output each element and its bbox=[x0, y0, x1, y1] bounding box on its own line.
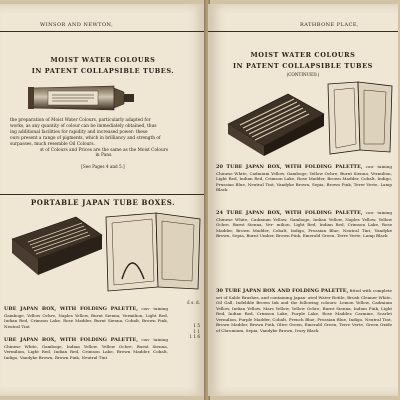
intro-line: ours present a range of pigments, which in brilliancy and strength of bbox=[10, 135, 161, 141]
collapsible-tube-illustration bbox=[28, 80, 138, 116]
right-title-line1: MOIST WATER COLOURS bbox=[250, 51, 356, 59]
intro-line: surpasses, much resemble Oil Colours. bbox=[10, 141, 95, 147]
right-item-1 bbox=[216, 164, 392, 193]
intro-line: in Pans. bbox=[95, 153, 113, 159]
right-title-line2: IN PATENT COLLAPSIBLE TUBES bbox=[233, 62, 373, 70]
left-section-rule bbox=[0, 194, 206, 195]
price-column bbox=[170, 323, 200, 340]
left-head-rule bbox=[0, 31, 206, 32]
price-value: 1 1 6 bbox=[189, 334, 200, 340]
item-text: fitted with complete set of Sable Brushes, and containing Japan- ated Water Bottle, Brush Cleaner White, Oil Gall, Indelible Brown Ink and the following colours: Lemon Yellow, Cadmium Yellow, Indian Yellow, Mars Yellow, Yellow Ochre, Burnt Sienna, Indian Pink, Light Red, Indian Red, Crimson Lake, Purple Lake, Rose Madder, Carmine, Scarlet Vermilion, Purple Madder, Cobalt, French Blue, Prussian Blue, Indigo, Neutral Tint, Brown Madder, Brown Pink, Olive Green, Emerald Green, Terre Verte, Green Oxide of Chromium, Sepia, Vandyke Brown, Ivory Black bbox=[216, 288, 392, 333]
left-page bbox=[0, 4, 206, 396]
intro-line: the preparation of Moist Water Colours, particularly adapted for bbox=[10, 118, 151, 123]
right-item-3 bbox=[216, 288, 392, 333]
right-head-rule bbox=[208, 31, 398, 32]
intro-line: ing additional facilities for rapidity and increased power: these bbox=[10, 129, 148, 135]
item-text: con- taining Chinese White, Gamboge, Indian Yellow, Yellow Ochre, Burnt Sienna, Vermilion, Light Red, Indian Red, Crimson Lake, Brown Madder, Cobalt, Indigo, Vandyke Brown, Brown Pink, Neutral Tint bbox=[4, 337, 168, 360]
intro-line: st of Colours and Prices are the same as the Moist Colours bbox=[39, 147, 169, 153]
item-lead: UBE JAPAN BOX, WITH FOLDING PALETTE, bbox=[4, 337, 139, 343]
price-value: 1 1 bbox=[193, 328, 200, 334]
item-text: con- taining Chinese White, Cadmium Yellow, Gamboge, Yellow Ochre, Burnt Sienna, Vermilion, Light Red, Indian Red, Crimson Lake, Rose Madder, Brown Madder, Cobalt, Indigo, Prussian Blue, Neutral Tint, Vandyke Brown, Sepia, Brown Pink, Terre Verte, Lamp Black bbox=[216, 164, 392, 193]
open-tube-box-illustration bbox=[224, 80, 396, 158]
japan-tube-box-illustration bbox=[6, 209, 202, 293]
left-running-head: WINSOR AND NEWTON, bbox=[40, 22, 114, 28]
left-item-1 bbox=[4, 306, 168, 329]
item-lead: 30 TUBE JAPAN BOX AND FOLDING PALETTE, bbox=[216, 288, 349, 294]
see-pages-note: [See Pages 4 and 5.] bbox=[81, 164, 125, 169]
right-running-head: RATHBONE PLACE, bbox=[300, 22, 360, 28]
price-value: 1 5 bbox=[193, 323, 200, 328]
item-lead: 20 TUBE JAPAN BOX, WITH FOLDING PALETTE, bbox=[216, 164, 363, 170]
item-text: con- taining Chinese White, Cadmium Yellow, Gamboge, Indian Yellow, Naples Yellow, Yellow Ochre, Burnt Sienna, Ver- milion, Light Red, Indian Red, Crimson Lake, Rose Madder, Brown Madder, Cobalt, Indigo, Prussian Blue, Neutral Tint, Vandyke Brown, Sepia, Burnt Umber, Brown Pink, Emerald Green, Terre Verte, Lamp Black bbox=[216, 210, 392, 239]
price-column-header: £ s. d. bbox=[187, 300, 200, 305]
intro-line: works, as any quantity of colour can be immediately obtained, thus bbox=[10, 123, 157, 129]
left-section-heading: PORTABLE JAPAN TUBE BOXES. bbox=[30, 198, 176, 207]
left-item-2 bbox=[4, 337, 168, 360]
item-lead: UBE JAPAN BOX, WITH FOLDING PALETTE, bbox=[4, 306, 139, 312]
continued-label: (CONTINUED.) bbox=[286, 72, 320, 77]
left-title-line1: MOIST WATER COLOURS bbox=[50, 56, 156, 64]
left-title-line2: IN PATENT COLLAPSIBLE TUBES. bbox=[31, 67, 175, 75]
right-page bbox=[208, 4, 398, 396]
item-text: con- taining Gamboge, Yellow Ochre, Naples Yellow, Burnt Sienna, Vermilion, Light Red, Indian Red, Crimson Lake, Rose Madder, Burnt Sienna, Cobalt, Brown Pink, Neutral Tint bbox=[4, 306, 168, 329]
right-item-2 bbox=[216, 210, 392, 239]
item-lead: 24 TUBE JAPAN BOX, WITH FOLDING PALETTE, bbox=[216, 210, 363, 216]
left-intro-paragraph bbox=[10, 118, 198, 159]
